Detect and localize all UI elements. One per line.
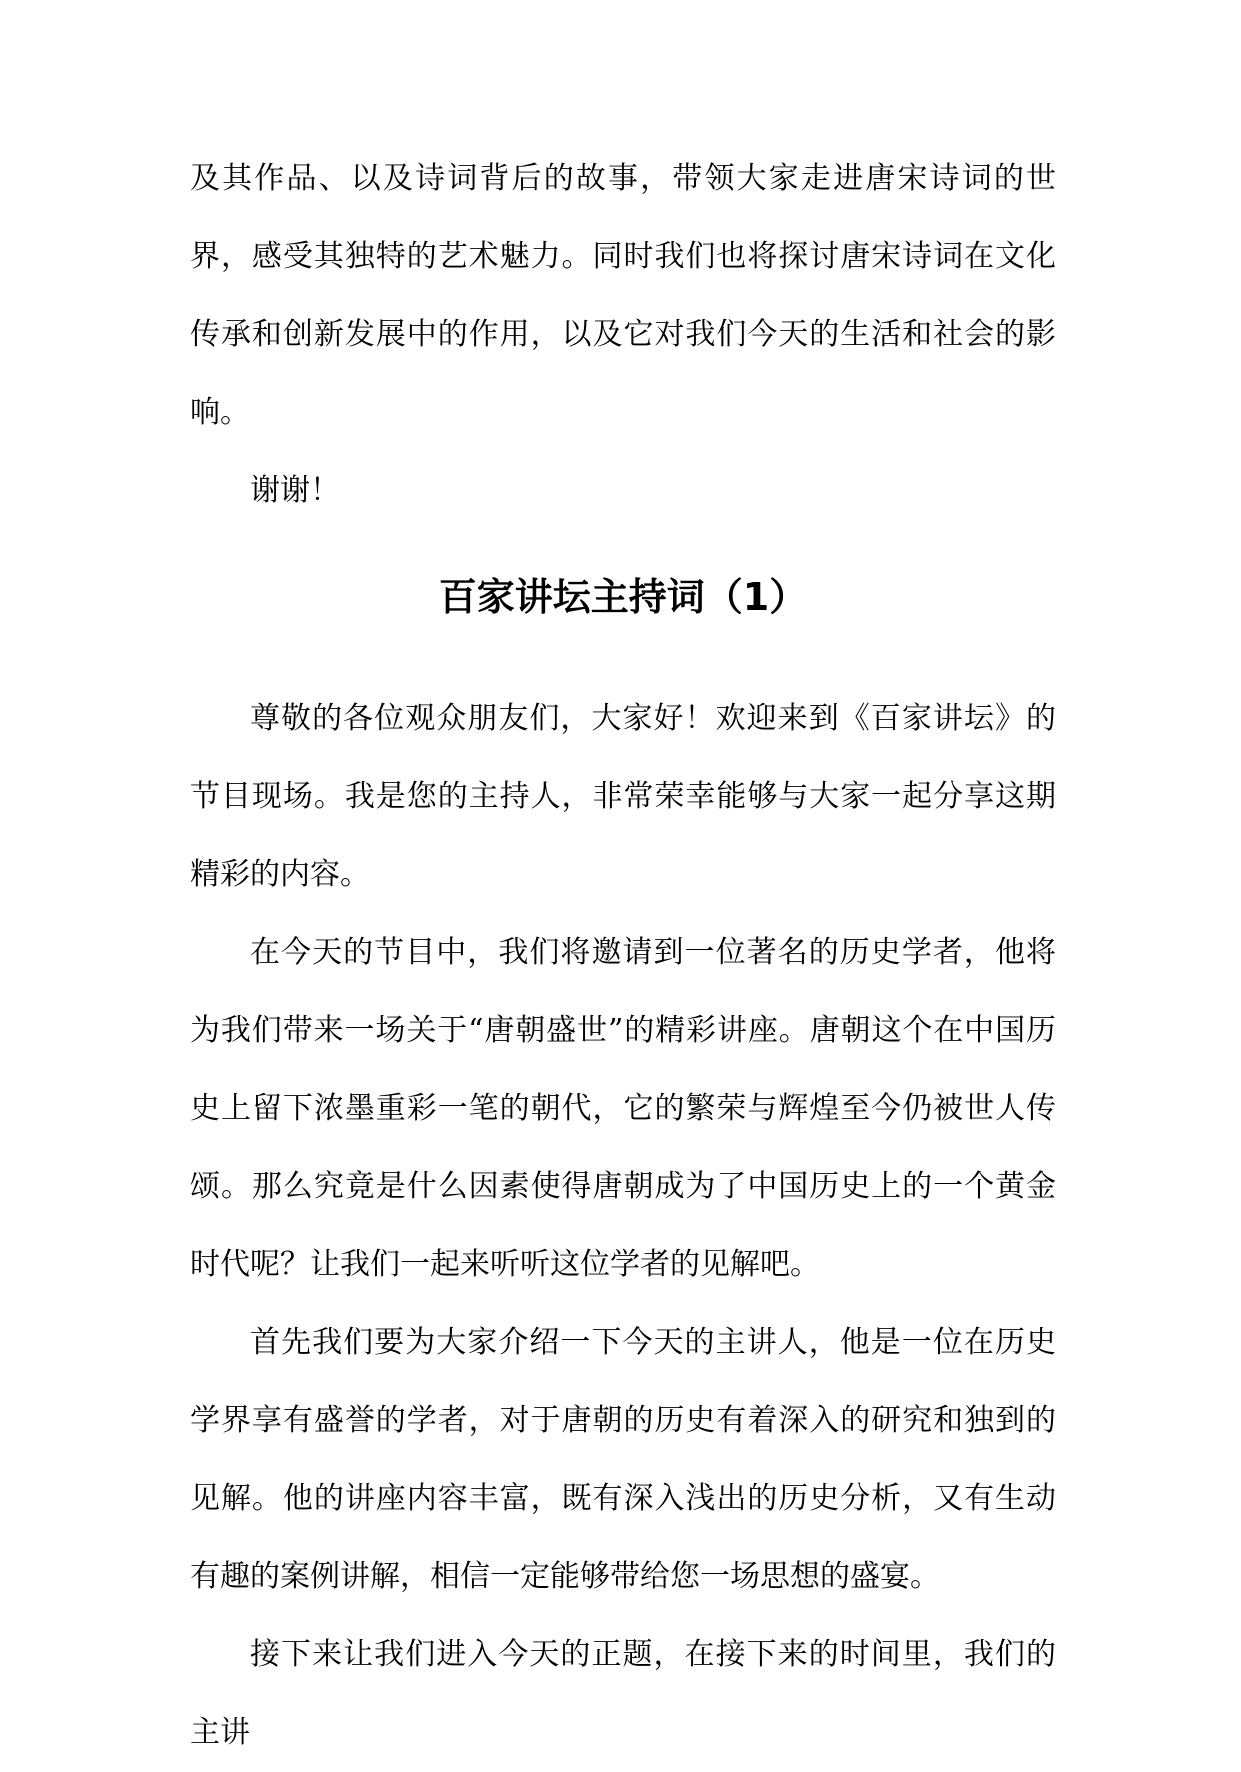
thanks-paragraph: 谢谢！ <box>250 473 340 508</box>
document-page <box>190 140 1056 1772</box>
body-paragraph: 尊敬的各位观众朋友们，大家好！欢迎来到《百家讲坛》的节目现场。我是您的主持人，非常荣幸能够与大家一起分享这期精彩的内容。 <box>190 701 1056 892</box>
section-title: 百家讲坛主持词（1） <box>438 575 808 619</box>
body-paragraph: 接下来让我们进入今天的正题，在接下来的时间里，我们的主讲 <box>190 1637 1056 1750</box>
body-paragraph: 在今天的节目中，我们将邀请到一位著名的历史学者，他将为我们带来一场关于“唐朝盛世”的精彩讲座。唐朝这个在中国历史上留下浓墨重彩一笔的朝代，它的繁荣与辉煌至今仍被世人传颂。那么究竟是什么因素使得唐朝成为了中国历史上的一个黄金时代呢？让我们一起来听听这位学者的见解吧。 <box>190 935 1056 1282</box>
section-title-block <box>190 530 1056 680</box>
body-paragraph: 首先我们要为大家介绍一下今天的主讲人，他是一位在历史学界享有盛誉的学者，对于唐朝的历史有着深入的研究和独到的见解。他的讲座内容丰富，既有深入浅出的历史分析，又有生动有趣的案例讲解，相信一定能够带给您一场思想的盛宴。 <box>190 1325 1056 1594</box>
intro-paragraph: 及其作品、以及诗词背后的故事，带领大家走进唐宋诗词的世界，感受其独特的艺术魅力。同时我们也将探讨唐宋诗词在文化传承和创新发展中的作用，以及它对我们今天的生活和社会的影响。 <box>190 161 1056 430</box>
